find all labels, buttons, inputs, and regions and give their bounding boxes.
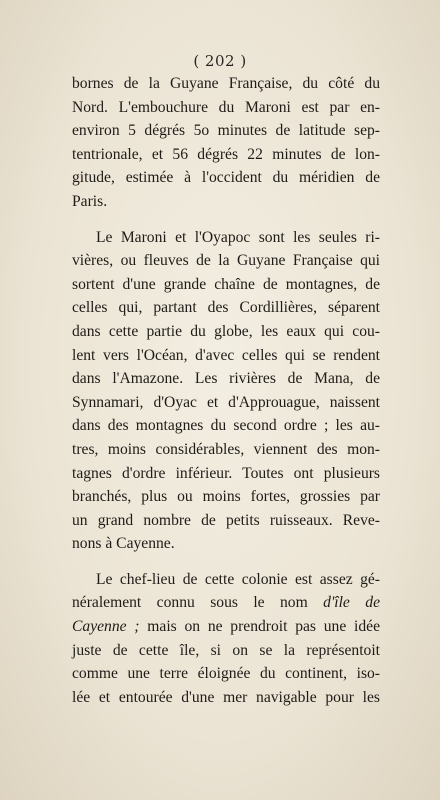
text-run: mais on ne prendroit pas une idée [139, 618, 380, 636]
text-line: Le chef-lieu de cette colonie est assez gé- [96, 570, 380, 588]
text-line: tentrionale, et 56 dégrés 22 minutes de lon- [72, 145, 380, 163]
page-number: ( 202 ) [193, 52, 247, 70]
italic-run: d'île de [323, 594, 380, 612]
text-line: vières, ou fleuves de la Guyane Française qui [72, 252, 380, 270]
text-line: dans l'Amazone. Les rivières de Mana, de [72, 370, 380, 388]
text-line: lent vers l'Océan, d'avec celles qui se rendent [72, 346, 380, 364]
text-line: Le Maroni et l'Oyapoc sont les seules ri- [96, 228, 380, 246]
paragraph-gap [72, 214, 380, 226]
text-line: Nord. L'embouchure du Maroni est par en- [72, 98, 380, 116]
text-line: sortent d'une grande chaîne de montagnes, de [72, 275, 380, 293]
text-line [72, 591, 380, 615]
text-line: branchés, plus ou moins fortes, grossies par [72, 488, 380, 506]
paragraph-gap [72, 556, 380, 568]
text-line: un grand nombre de petits ruisseaux. Reve- [72, 511, 380, 529]
text-line: gitude, estimée à l'occident du méridien de [72, 169, 380, 187]
text-line [72, 615, 380, 639]
text-line: bornes de la Guyane Française, du côté du [72, 75, 380, 92]
text-line: lée et entourée d'une mer navigable pour les [72, 688, 380, 706]
text-line: tagnes d'ordre inférieur. Toutes ont plusieurs [72, 464, 380, 482]
text-line: Synnamari, d'Oyac et d'Approuague, naissent [72, 393, 380, 411]
text-line: dans cette partie du globe, les eaux qui cou- [72, 322, 380, 340]
text-line: tres, moins considérables, viennent des mon- [72, 440, 380, 458]
text-run: néralement connu sous le nom [72, 594, 324, 612]
text-line: Paris. [72, 192, 108, 210]
italic-run: Cayenne ; [72, 618, 140, 636]
text-line: celles qui, partant des Cordillières, séparent [72, 299, 380, 317]
text-line: juste de cette île, si on se la représentoit [72, 641, 380, 659]
text-line: dans des montagnes du second ordre ; les au- [72, 417, 380, 435]
body-text [72, 72, 380, 709]
text-line: environ 5 dégrés 5o minutes de latitude sep- [72, 122, 380, 140]
text-line: nons à Cayenne. [72, 535, 175, 553]
text-line: comme une terre éloignée du continent, iso- [72, 665, 380, 683]
